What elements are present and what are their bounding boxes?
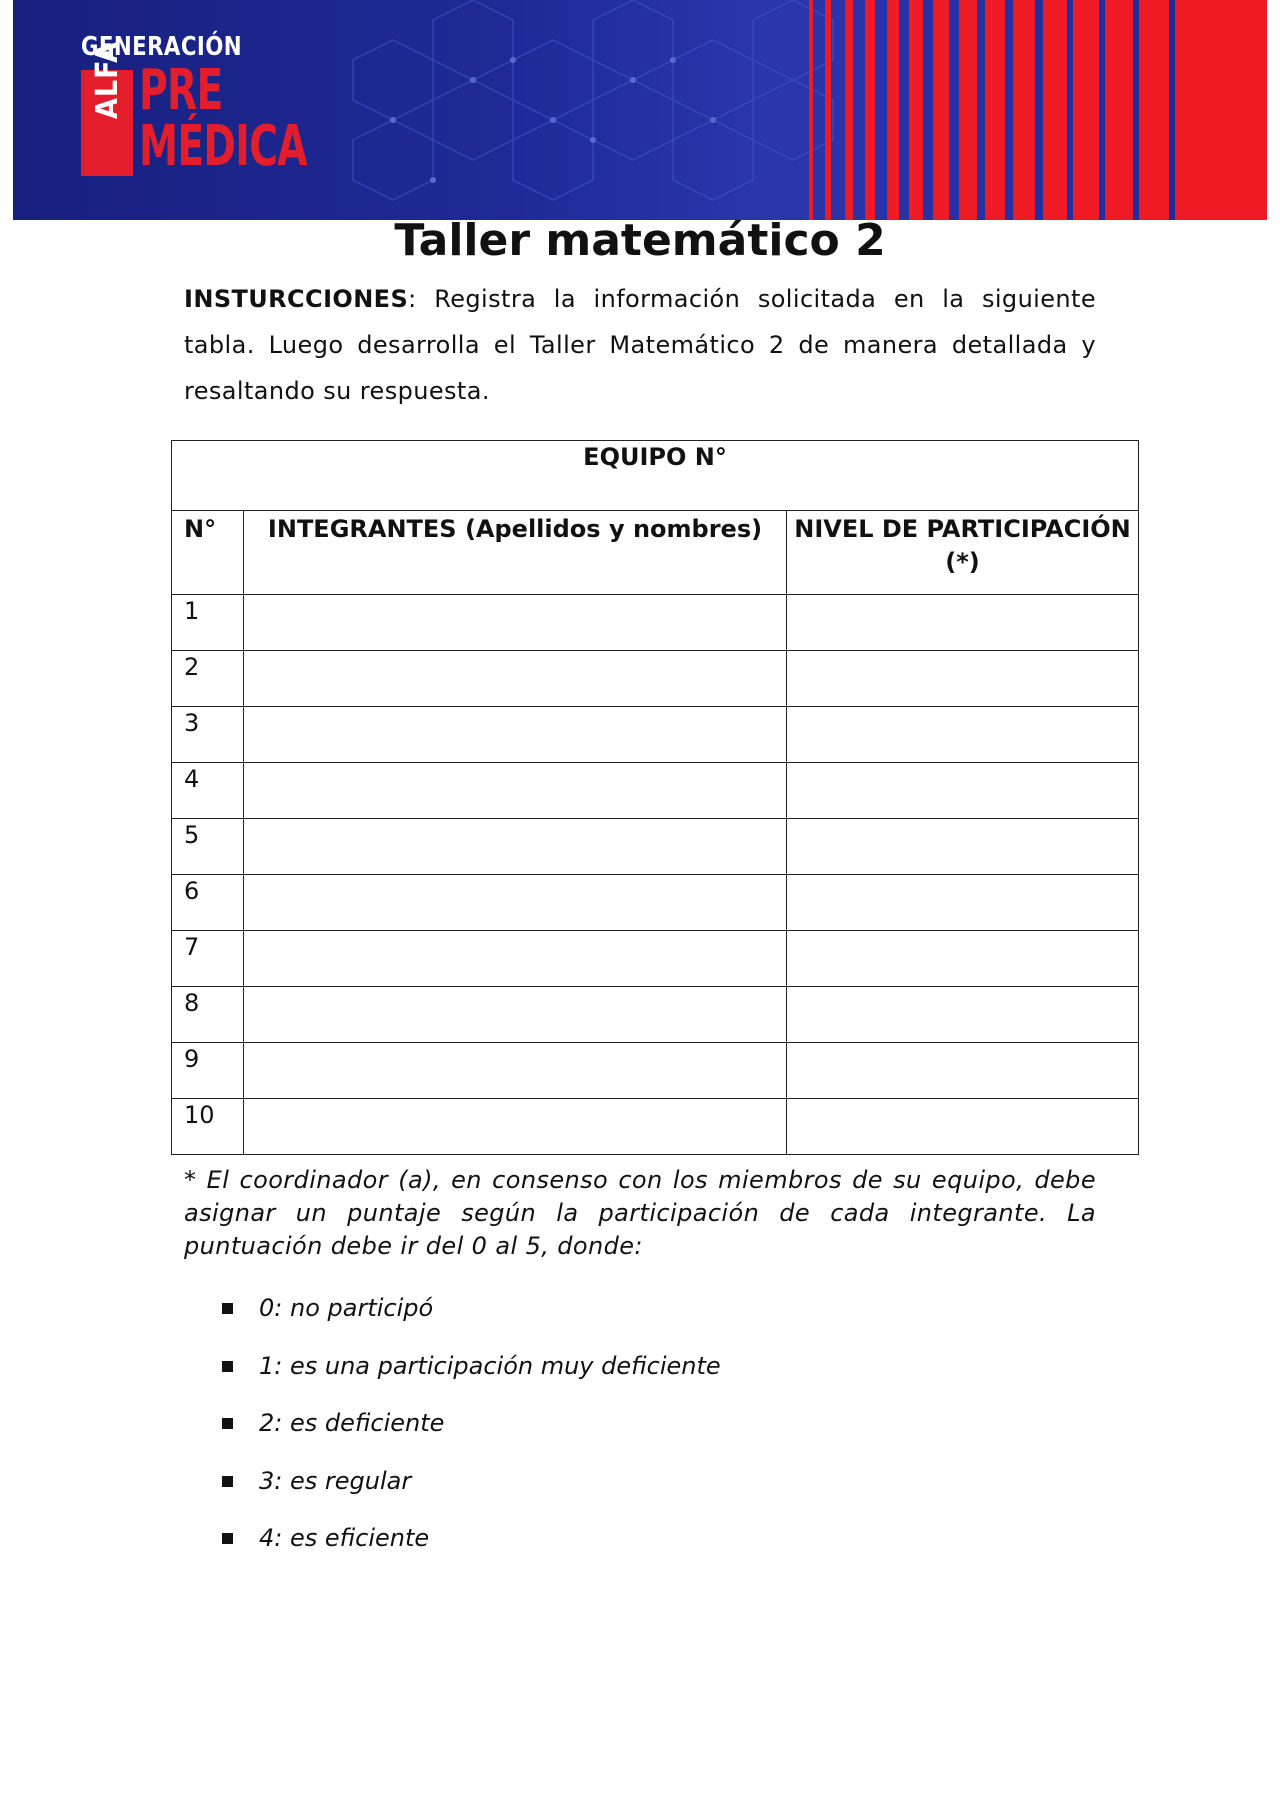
member-name-cell[interactable] (244, 1099, 787, 1155)
row-number: 10 (172, 1099, 244, 1155)
table-row (172, 1099, 1139, 1155)
brand-logo (81, 32, 341, 192)
square-bullet-icon (222, 1533, 233, 1544)
participation-cell[interactable] (787, 875, 1139, 931)
instructions-label: INSTURCCIONES (184, 285, 409, 313)
list-item (222, 1352, 721, 1410)
scale-item-text: 1: es una participación muy deficiente (259, 1351, 721, 1380)
table-row (172, 987, 1139, 1043)
list-item (222, 1409, 721, 1467)
list-item (222, 1524, 721, 1582)
column-header-members: INTEGRANTES (Apellidos y nombres) (244, 511, 787, 595)
participation-cell[interactable] (787, 595, 1139, 651)
list-item (222, 1294, 721, 1352)
instructions-paragraph (184, 276, 1096, 414)
row-number: 3 (172, 707, 244, 763)
row-number: 4 (172, 763, 244, 819)
member-name-cell[interactable] (244, 763, 787, 819)
participation-cell[interactable] (787, 651, 1139, 707)
participation-cell[interactable] (787, 987, 1139, 1043)
brand-line1: PRE (139, 58, 223, 123)
scale-item-text: 4: es eficiente (259, 1524, 430, 1552)
member-name-cell[interactable] (244, 931, 787, 987)
row-number: 1 (172, 595, 244, 651)
square-bullet-icon (222, 1303, 233, 1314)
member-name-cell[interactable] (244, 987, 787, 1043)
team-number-header[interactable]: EQUIPO N° (172, 441, 1139, 511)
instructions-text: : Registra la información solicitada en la siguiente tabla. Luego desarrolla el Taller Matemático 2 de manera detallada y resaltando su respuesta. (184, 285, 1096, 405)
table-row (172, 1043, 1139, 1099)
scale-item-text: 0: no participó (259, 1294, 434, 1322)
column-header-row (172, 511, 1139, 595)
row-number: 2 (172, 651, 244, 707)
participation-cell[interactable] (787, 707, 1139, 763)
row-number: 5 (172, 819, 244, 875)
page-title: Taller matemático 2 (394, 215, 886, 266)
participation-cell[interactable] (787, 1043, 1139, 1099)
square-bullet-icon (222, 1476, 233, 1487)
table-row (172, 875, 1139, 931)
team-header-row (172, 441, 1139, 511)
member-name-cell[interactable] (244, 819, 787, 875)
square-bullet-icon (222, 1418, 233, 1429)
member-name-cell[interactable] (244, 875, 787, 931)
team-table (171, 440, 1139, 1155)
header-banner (13, 0, 1267, 220)
table-row (172, 595, 1139, 651)
table-row (172, 819, 1139, 875)
square-bullet-icon (222, 1361, 233, 1372)
scale-item-text: 3: es regular (259, 1466, 412, 1495)
member-name-cell[interactable] (244, 651, 787, 707)
member-name-cell[interactable] (244, 1043, 787, 1099)
row-number: 6 (172, 875, 244, 931)
column-header-number: N° (172, 511, 244, 595)
participation-cell[interactable] (787, 763, 1139, 819)
row-number: 9 (172, 1043, 244, 1099)
participation-cell[interactable] (787, 931, 1139, 987)
table-row (172, 763, 1139, 819)
participation-cell[interactable] (787, 819, 1139, 875)
scale-item-text: 2: es deficiente (259, 1409, 445, 1437)
scoring-note: * El coordinador (a), en consenso con los miembros de su equipo, debe asignar un puntaje según la participación de cada integrante. La puntuación debe ir del 0 al 5, donde: (184, 1166, 1096, 1260)
member-name-cell[interactable] (244, 707, 787, 763)
table-row (172, 707, 1139, 763)
list-item (222, 1467, 721, 1525)
scoring-scale-list (222, 1294, 721, 1582)
participation-cell[interactable] (787, 1099, 1139, 1155)
column-header-participation: NIVEL DE PARTICIPACIÓN (*) (787, 511, 1139, 595)
brand-side-text: ALFA (90, 41, 125, 119)
brand-top-text: GENERACIÓN (81, 32, 243, 62)
table-row (172, 931, 1139, 987)
member-name-cell[interactable] (244, 595, 787, 651)
table-row (172, 651, 1139, 707)
brand-line2: MÉDICA (139, 114, 307, 179)
row-number: 8 (172, 987, 244, 1043)
row-number: 7 (172, 931, 244, 987)
